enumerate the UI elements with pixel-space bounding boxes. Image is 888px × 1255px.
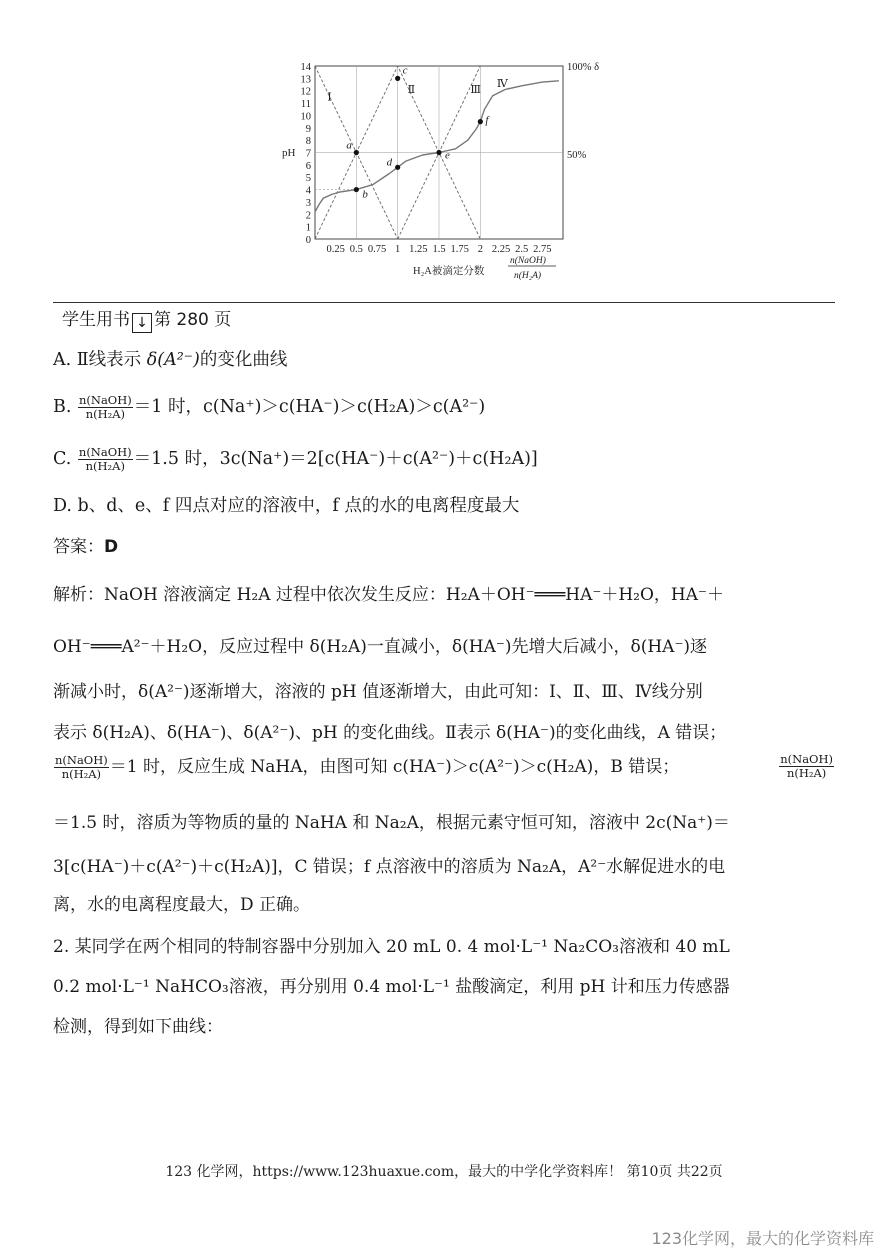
frac-den: n(H₂A) [85, 459, 125, 473]
frac-den: n(H₂A) [786, 766, 827, 780]
point-b [354, 187, 359, 192]
ratio-fraction [78, 446, 133, 473]
frac-den: n(H₂A) [61, 767, 102, 781]
frac-num: n(NaOH) [55, 753, 108, 767]
explain-line-5-text: ＝1 时，反应生成 NaHA，由图可知 c(HA⁻)＞c(A²⁻)＞c(H₂A)，B 错误； [109, 757, 680, 777]
y-tick-label: 4 [305, 185, 311, 197]
x-axis-frac-num: n(NaOH) [510, 256, 546, 266]
option-b [53, 394, 485, 421]
point-label-e: e [445, 149, 450, 162]
section-heading [62, 308, 231, 333]
point-label-c: c [402, 64, 408, 77]
x-tick-labels [326, 244, 551, 255]
x-tick-label: 1 [395, 244, 401, 255]
y-tick-label: 9 [305, 123, 311, 135]
answer [53, 535, 118, 559]
option-c-expr: 3c(Na⁺)＝2[c(HA⁻)＋c(A²⁻)＋c(H₂A)] [219, 449, 538, 469]
explain-line-2: OH⁻═══A²⁻＋H₂O，反应过程中 δ(H₂A)一直减小，δ(HA⁻)先增大后减小，δ(HA⁻)逐 [53, 637, 708, 657]
heading-suffix: 第 280 页 [154, 310, 232, 330]
frac-num: n(NaOH) [79, 393, 132, 407]
option-c [53, 446, 538, 473]
ratio-fraction [78, 394, 133, 421]
point-label-a: a [346, 139, 352, 152]
x-tick-label: 0.5 [349, 244, 363, 255]
region-labels [327, 78, 508, 104]
option-c-label: C. [53, 449, 77, 469]
explain-line-6: ＝1.5 时，溶质为等物质的量的 NaHA 和 Na₂A，根据元素守恒可知，溶液中 2c(Na⁺)＝ [53, 813, 730, 833]
x-tick-label: 2.5 [515, 244, 529, 255]
frac-num: n(NaOH) [78, 445, 132, 459]
frac-num: n(NaOH) [780, 752, 833, 766]
y-tick-label: 7 [305, 148, 311, 160]
x-tick-label: 2.25 [491, 244, 511, 255]
x-tick-label: 2 [477, 244, 483, 255]
heading-prefix: 学生用书 [62, 310, 130, 330]
y-tick-label: 3 [305, 197, 311, 209]
ratio-fraction [54, 754, 109, 781]
y-tick-label: 6 [305, 160, 311, 172]
x-tick-label: 0.75 [367, 244, 387, 255]
explain-line-5-left [53, 752, 679, 781]
titration-chart [270, 52, 630, 287]
point-d [395, 165, 400, 170]
y-tick-label: 13 [300, 74, 311, 86]
frac-den: n(H₂A) [85, 407, 126, 421]
y-tick-label: 2 [305, 210, 311, 222]
explain-line-7: 3[c(HA⁻)＋c(A²⁻)＋c(H₂A)]，C 错误；f 点溶液中的溶质为 Na₂A，A²⁻水解促进水的电 [53, 857, 726, 877]
y-tick-label: 11 [300, 99, 311, 111]
y-tick-label: 14 [300, 62, 311, 73]
option-c-cond: ＝1.5 时， [133, 449, 220, 469]
ratio-fraction [779, 753, 834, 780]
x-tick-label: 1.75 [450, 244, 469, 255]
x-tick-label: 0.25 [326, 244, 345, 255]
y-axis-label: pH [282, 147, 296, 159]
x-axis-frac-den: n(H₂A) [514, 271, 542, 281]
option-a-label: A. Ⅱ线表示 [53, 350, 147, 370]
option-b-expr: c(Na⁺)＞c(HA⁻)＞c(H₂A)＞c(A²⁻) [202, 397, 486, 417]
point-e [436, 150, 441, 155]
option-a-symbol: δ(A²⁻) [146, 350, 200, 370]
answer-label: 答案： [53, 537, 104, 557]
y-tick-label: 10 [300, 111, 311, 123]
page-footer: 123 化学网，https://www.123huaxue.com，最大的中学化学资料库！ 第10页 共22页 [165, 1164, 723, 1180]
point-label-f: f [485, 114, 489, 127]
points-group [346, 64, 490, 200]
option-a [53, 348, 287, 372]
region-label: Ⅰ [327, 91, 332, 104]
watermark: 123化学网，最大的化学资料库 [651, 1229, 874, 1248]
answer-value: D [104, 537, 119, 557]
y-tick-label: 12 [300, 86, 311, 98]
explain-line-1: 解析：NaOH 溶液滴定 H₂A 过程中依次发生反应：H₂A＋OH⁻═══HA⁻＋H₂O，HA⁻＋ [53, 585, 724, 605]
down-arrow-icon: ↓ [132, 313, 152, 333]
option-b-label: B. [53, 397, 77, 417]
point-a [354, 150, 359, 155]
x-tick-label: 2.75 [533, 244, 552, 255]
question2-line-3: 检测，得到如下曲线： [53, 1017, 223, 1037]
explain-line-3: 渐减小时，δ(A²⁻)逐渐增大，溶液的 pH 值逐渐增大，由此可知：Ⅰ、Ⅱ、Ⅲ、Ⅳ线分别 [53, 682, 703, 702]
explain-line-4: 表示 δ(H₂A)、δ(HA⁻)、δ(A²⁻)、pH 的变化曲线。Ⅱ表示 δ(HA⁻)的变化曲线，A 错误； [53, 723, 727, 743]
question2-line-2: 0.2 mol·L⁻¹ NaHCO₃溶液，再分别用 0.4 mol·L⁻¹ 盐酸滴定，利用 pH 计和压力传感器 [53, 977, 730, 997]
y-tick-label: 8 [305, 136, 311, 148]
point-f [478, 119, 483, 124]
question2-line-1: 2. 某同学在两个相同的特制容器中分别加入 20 mL 0. 4 mol·L⁻¹ Na₂CO₃溶液和 40 mL [53, 937, 730, 957]
x-tick-label: 1.25 [409, 244, 428, 255]
option-d: D. b、d、e、f 四点对应的溶液中，f 点的水的电离程度最大 [53, 496, 520, 516]
point-label-d: d [386, 156, 393, 169]
x-axis-label: H₂A被滴定分数 [413, 266, 485, 277]
region-label: Ⅳ [496, 78, 508, 91]
y-tick-labels [301, 62, 312, 246]
section-divider [53, 302, 835, 303]
option-b-cond: ＝1 时， [133, 397, 203, 417]
point-label-b: b [362, 188, 368, 201]
point-c [395, 76, 400, 81]
region-label: Ⅱ [407, 84, 416, 97]
right-label-50: 50% [567, 150, 587, 161]
explain-line-5 [53, 752, 835, 781]
y-tick-label: 5 [305, 173, 311, 185]
right-label-100: 100% δ [567, 62, 600, 73]
y-tick-label: 0 [305, 235, 311, 246]
explain-line-8: 离，水的电离程度最大，D 正确。 [53, 895, 311, 915]
y-tick-label: 1 [305, 222, 311, 234]
option-a-text: 的变化曲线 [199, 350, 288, 370]
x-tick-label: 1.5 [432, 244, 446, 255]
region-label: Ⅲ [470, 84, 482, 97]
